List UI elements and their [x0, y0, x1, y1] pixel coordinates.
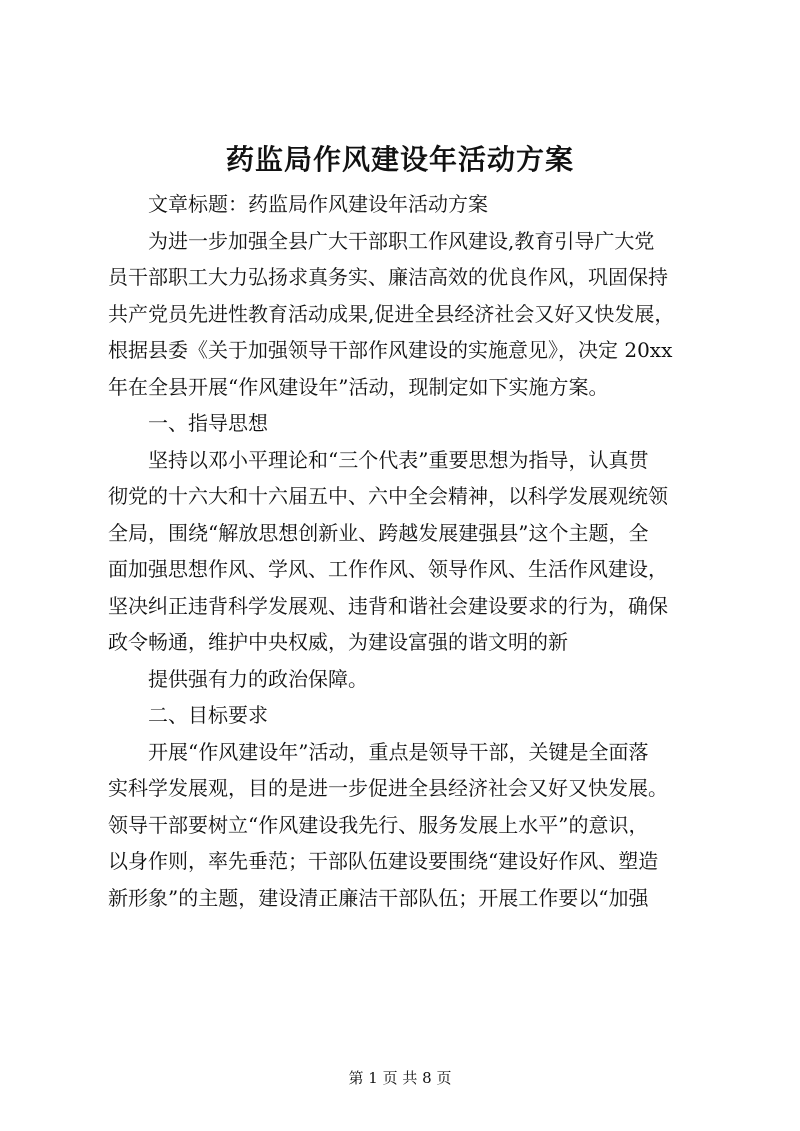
section1-line-6: 政令畅通，维护中央权威，为建设富强的谐文明的新 — [108, 630, 568, 654]
section1-line-1: 坚持以邓小平理论和“三个代表”重要思想为指导，认真贯 — [148, 447, 649, 472]
document-title: 药监局作风建设年活动方案 — [225, 143, 574, 176]
section2-line-3: 领导干部要树立“作风建设我先行、服务发展上水平”的意识， — [108, 812, 649, 837]
page-indicator: 第 1 页 共 8 页 — [348, 1069, 452, 1087]
section1-tail-line: 提供强有力的政治保障。 — [148, 666, 368, 691]
section1-line-3: 全局，围绕“解放思想创新业、跨越发展建强县”这个主题，全 — [108, 520, 649, 545]
section-heading-goals: 二、目标要求 — [148, 703, 268, 727]
section1-line-4: 面加强思想作风、学风、工作作风、领导作风、生活作风建设， — [108, 557, 668, 581]
intro-line-4: 根据县委《关于加强领导干部作风建设的实施意见》，决定 20xx — [108, 338, 673, 362]
intro-line-2: 员干部职工大力弘扬求真务实、廉洁高效的优良作风，巩固保持 — [108, 265, 668, 289]
section1-line-2: 彻党的十六大和十六届五中、六中全会精神，以科学发展观统领 — [108, 484, 668, 508]
section2-line-5: 新形象”的主题，建设清正廉洁干部队伍；开展工作要以“加强 — [108, 885, 649, 910]
section2-line-2: 实科学发展观，目的是进一步促进全县经济社会又好又快发展。 — [108, 776, 668, 800]
section2-line-4: 以身作则，率先垂范；干部队伍建设要围绕“建设好作风、塑造 — [108, 849, 659, 873]
article-title-line: 文章标题：药监局作风建设年活动方案 — [148, 192, 488, 216]
intro-line-3: 共产党员先进性教育活动成果,促进全县经济社会又好又快发展， — [108, 301, 675, 326]
section-heading-guiding-ideology: 一、指导思想 — [148, 411, 268, 435]
intro-line-5: 年在全县开展“作风建设年”活动，现制定如下实施方案。 — [108, 374, 609, 399]
document-body — [108, 186, 708, 916]
section2-line-1: 开展“作风建设年”活动，重点是领导干部，关键是全面落 — [148, 739, 649, 764]
section1-line-5: 坚决纠正违背科学发展观、违背和谐社会建设要求的行为，确保 — [108, 593, 668, 618]
intro-line-1: 为进一步加强全县广大干部职工作风建设,教育引导广大党 — [148, 228, 655, 253]
